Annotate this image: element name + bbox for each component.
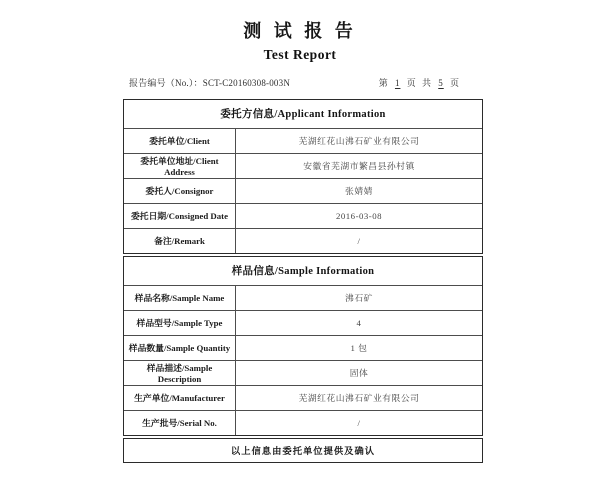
report-header bbox=[120, 0, 480, 63]
row-label: 委托单位/Client bbox=[124, 129, 236, 153]
page-word-page-b: 页 bbox=[449, 77, 460, 88]
table-row-sample-type bbox=[124, 310, 482, 335]
row-label: 委托单位地址/Client Address bbox=[124, 154, 236, 178]
row-label: 样品描述/Sample Description bbox=[124, 361, 236, 385]
page-title-chinese: 测 试 报 告 bbox=[243, 21, 357, 41]
page-indicator bbox=[378, 76, 483, 89]
row-label: 样品型号/Sample Type bbox=[124, 311, 236, 335]
row-label: 委托日期/Consigned Date bbox=[124, 204, 236, 228]
table-row-serial-no bbox=[124, 410, 482, 435]
row-label: 生产单位/Manufacturer bbox=[124, 386, 236, 410]
page-word-page-a: 页 bbox=[406, 77, 417, 88]
sample-information-table bbox=[123, 256, 483, 436]
row-value: / bbox=[357, 235, 361, 246]
report-body bbox=[123, 99, 483, 463]
page-word-total: 共 bbox=[421, 77, 432, 88]
sample-section-header: 样品信息/Sample Information bbox=[231, 266, 375, 277]
row-value: 安徽省芜湖市繁昌县孙村镇 bbox=[303, 161, 415, 171]
table-row-sample-name bbox=[124, 285, 482, 310]
report-number-label: 报告编号（No.）： bbox=[129, 77, 203, 88]
table-row-manufacturer bbox=[124, 385, 482, 410]
report-number bbox=[123, 76, 290, 89]
table-row-sample-quantity bbox=[124, 335, 482, 360]
row-value: 芜湖红花山沸石矿业有限公司 bbox=[298, 136, 420, 146]
row-value: 4 bbox=[356, 317, 362, 328]
report-number-value: SCT-C20160308-003N bbox=[202, 77, 291, 88]
row-label: 样品数量/Sample Quantity bbox=[124, 336, 236, 360]
row-value: 1 包 bbox=[350, 343, 368, 353]
confirmation-note: 以上信息由委托单位提供及确认 bbox=[123, 438, 483, 463]
table-row-client bbox=[124, 128, 482, 153]
row-value: 固体 bbox=[349, 368, 369, 378]
row-value: 芜湖红花山沸石矿业有限公司 bbox=[298, 393, 420, 403]
row-value: / bbox=[357, 417, 361, 428]
report-meta-line bbox=[123, 76, 483, 89]
row-label: 样品名称/Sample Name bbox=[124, 286, 236, 310]
total-page-number: 5 bbox=[438, 77, 444, 88]
page-word-no: 第 bbox=[378, 77, 389, 88]
row-label: 生产批号/Serial No. bbox=[124, 411, 236, 435]
row-label: 备注/Remark bbox=[124, 229, 236, 253]
current-page-number: 1 bbox=[394, 77, 401, 88]
table-row-remark bbox=[124, 228, 482, 253]
row-label: 委托人/Consignor bbox=[124, 179, 236, 203]
applicant-section-header: 委托方信息/Applicant Information bbox=[220, 109, 386, 120]
row-value: 2016-03-08 bbox=[335, 210, 383, 221]
table-row-consigned-date bbox=[124, 203, 482, 228]
applicant-information-table bbox=[123, 99, 483, 254]
table-row-consignor bbox=[124, 178, 482, 203]
table-row-client-address bbox=[124, 153, 482, 178]
table-row-sample-description bbox=[124, 360, 482, 385]
page-title-english: Test Report bbox=[263, 46, 337, 62]
row-value: 张婧婧 bbox=[345, 186, 373, 196]
row-value: 沸石矿 bbox=[345, 293, 373, 303]
